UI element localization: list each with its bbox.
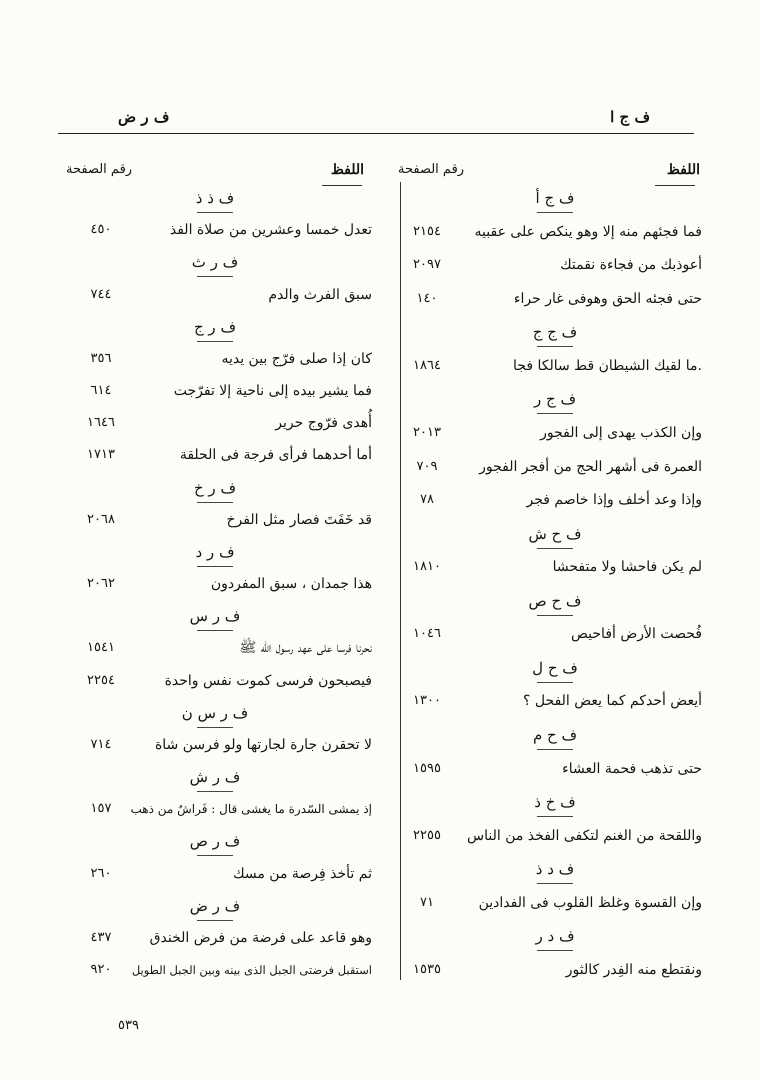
entry-page-number: ٧١	[420, 894, 434, 910]
running-header-left: ف ر ض	[118, 108, 170, 126]
running-header-right: ف ج ا	[610, 108, 650, 126]
entry-page-number: ١٨٦٤	[413, 357, 441, 373]
entry-page-number: ١٠٤٦	[413, 626, 441, 642]
entry-text: العمرة فى أشهر الحج من أفجر الفجور	[479, 458, 702, 475]
entry-page-number: ١٨١٠	[413, 559, 441, 575]
entry-page-number: ٣٥٦	[90, 350, 112, 366]
entry-page-number: ٤٥٠	[90, 222, 112, 238]
entry-text: أُهدى فرّوج حرير	[275, 415, 372, 432]
entry-page-number: ٧٤٤	[90, 286, 112, 302]
entry-text: لم يكن فاحشا ولا متفحشا	[552, 559, 702, 576]
root-underline	[197, 341, 233, 342]
entry-text: هذا جمدان ، سبق المفردون	[210, 576, 372, 592]
entry-page-number: ٢٠١٣	[413, 424, 441, 440]
root-heading: ف ر س	[189, 607, 241, 626]
root-heading: ف ح ص	[528, 591, 582, 610]
entry-page-number: ١٥٣٥	[413, 962, 441, 977]
entry-page-number: ١٥٤١	[87, 640, 115, 656]
root-heading: ف ر ج	[193, 317, 236, 336]
entry-page-number: ٢٦٠	[90, 865, 112, 881]
entry-page-number: ١٧١٣	[87, 447, 115, 463]
entry-page-number: ٢٠٩٧	[413, 257, 441, 273]
entry-page-number: ١٥٧	[90, 801, 112, 817]
entry-page-number: ٢١٥٤	[413, 223, 441, 239]
root-underline	[197, 727, 233, 728]
entry-text: لا تحقرن جارة لجارتها ولو فرسن شاة	[154, 736, 372, 753]
entry-page-number: ٢٠٦٢	[87, 576, 115, 591]
root-underline	[197, 566, 233, 567]
root-heading: ف ر د	[195, 542, 235, 561]
root-underline	[537, 413, 573, 414]
root-heading: ف ح ش	[528, 524, 582, 543]
entry-text: وهو قاعد على فرضة من فرض الخندق	[149, 929, 372, 946]
entry-text: إذ يمشى السّدرة ما يغشى قال : فَراشٌ من ذهب	[130, 802, 372, 817]
root-heading: ف ج ر	[533, 390, 576, 409]
page-number: ٥٣٩	[118, 1018, 139, 1033]
entry-text: نحرنا فرسا على عهد رسول الله ﷺ	[239, 640, 372, 657]
entry-text: سبق الفرث والدم	[268, 286, 372, 303]
root-underline	[197, 630, 233, 631]
entry-text: أعوذبك من فجاءة نقمتك	[560, 257, 702, 274]
entry-text: فيصبحون فرسى كموت نفس واحدة	[164, 672, 372, 689]
root-heading: ف ر ص	[189, 832, 241, 851]
root-heading: ف ج ج	[532, 323, 578, 342]
root-underline	[537, 883, 573, 884]
entry-text: أيعض أحدكم كما يعض الفحل ؟	[523, 693, 702, 710]
entry-text: قد خَفَتَ فصار مثل الفرخ	[226, 511, 372, 528]
entry-page-number: ٩٢٠	[90, 962, 112, 977]
entry-page-number: ٧١٤	[90, 736, 112, 752]
entry-page-number: ٢٢٥٤	[87, 672, 115, 688]
entry-text: أما أحدهما فرأى فرجة فى الحلقة	[179, 447, 372, 464]
root-heading: ف د ر	[535, 927, 575, 946]
entry-text: وإذا وعد أخلف وإذا خاصم فجر	[526, 492, 702, 509]
entry-text: فما يشير بيده إلى ناحية إلا تفرّجت	[173, 383, 372, 399]
root-heading: ف ج أ	[535, 189, 575, 207]
entry-page-number: ٢٠٦٨	[87, 511, 115, 527]
left-col-head-page: رقم الصفحة	[66, 162, 133, 177]
entry-text: ونقتطع منه الفِدر كالثور	[565, 962, 702, 978]
entry-text: تعدل خمسا وعشرين من صلاة الفذ	[169, 222, 372, 239]
root-underline	[197, 920, 233, 921]
entry-page-number: ١٦٤٦	[87, 415, 115, 431]
root-heading: ف د ذ	[535, 860, 575, 879]
root-underline	[537, 615, 573, 616]
root-heading: ف ر خ	[193, 478, 236, 497]
root-underline	[537, 682, 573, 683]
root-underline	[537, 749, 573, 750]
entry-page-number: ٦١٤	[90, 383, 112, 398]
right-col-head-underline	[655, 185, 695, 186]
root-underline	[197, 855, 233, 856]
entry-page-number: ٧٠٩	[416, 458, 438, 474]
root-underline	[537, 346, 573, 347]
entry-text: حتى تذهب فحمة العشاء	[562, 760, 702, 777]
entry-page-number: ١٤٠	[416, 290, 438, 306]
root-heading: ف ر ش	[189, 768, 241, 786]
left-col-head-word: اللفظ	[330, 162, 364, 178]
root-underline	[537, 548, 573, 549]
root-heading: ف ر ث	[191, 253, 239, 272]
entry-page-number: ٢٢٥٥	[413, 827, 441, 843]
root-heading: ف ح م	[532, 726, 578, 745]
root-underline	[197, 212, 233, 213]
entry-text: فُحصت الأرض أفاحيص	[571, 626, 702, 643]
root-underline	[197, 791, 233, 792]
entry-text: فما فجئهم منه إلا وهو ينكص على عقبيه	[474, 223, 702, 240]
root-heading: ف ح ل	[532, 658, 578, 677]
entry-text: استقبل فرضتى الجبل الذى بينه وبين الجبل الطويل	[131, 963, 372, 977]
root-heading: ف خ ذ	[534, 793, 576, 812]
right-col-head-word: اللفظ	[666, 162, 700, 178]
entry-page-number: ١٣٠٠	[413, 693, 441, 709]
root-underline	[197, 502, 233, 503]
root-underline	[537, 816, 573, 817]
entry-text: حتى فجئه الحق وهوفى غار حراء	[513, 290, 702, 307]
root-underline	[537, 950, 573, 951]
root-heading: ف ر ض	[189, 896, 241, 915]
right-col-head-page: رقم الصفحة	[398, 162, 465, 177]
entry-text: .ما لقيك الشيطان قط سالكا فجا	[513, 357, 702, 374]
header-rule	[58, 133, 694, 134]
root-heading: ف ذ ذ	[195, 189, 235, 207]
entry-page-number: ٧٨	[420, 492, 434, 508]
entry-text: وإن الكذب يهدى إلى الفجور	[540, 424, 702, 441]
entry-text: ثم تأخذ فِرصة من مسك	[233, 865, 372, 882]
entry-text: وإن القسوة وغلظ القلوب فى الفدادين	[478, 894, 702, 911]
entry-text: واللقحة من الغنم لتكفى الفخذ من الناس	[467, 827, 702, 844]
root-underline	[537, 212, 573, 213]
entry-page-number: ٤٣٧	[90, 929, 112, 945]
root-heading: ف ر س ن	[181, 703, 249, 722]
entry-text: كان إذا صلى فرّج بين يديه	[221, 350, 372, 367]
root-underline	[197, 276, 233, 277]
entry-page-number: ١٥٩٥	[413, 760, 441, 776]
left-col-head-underline	[322, 185, 362, 186]
